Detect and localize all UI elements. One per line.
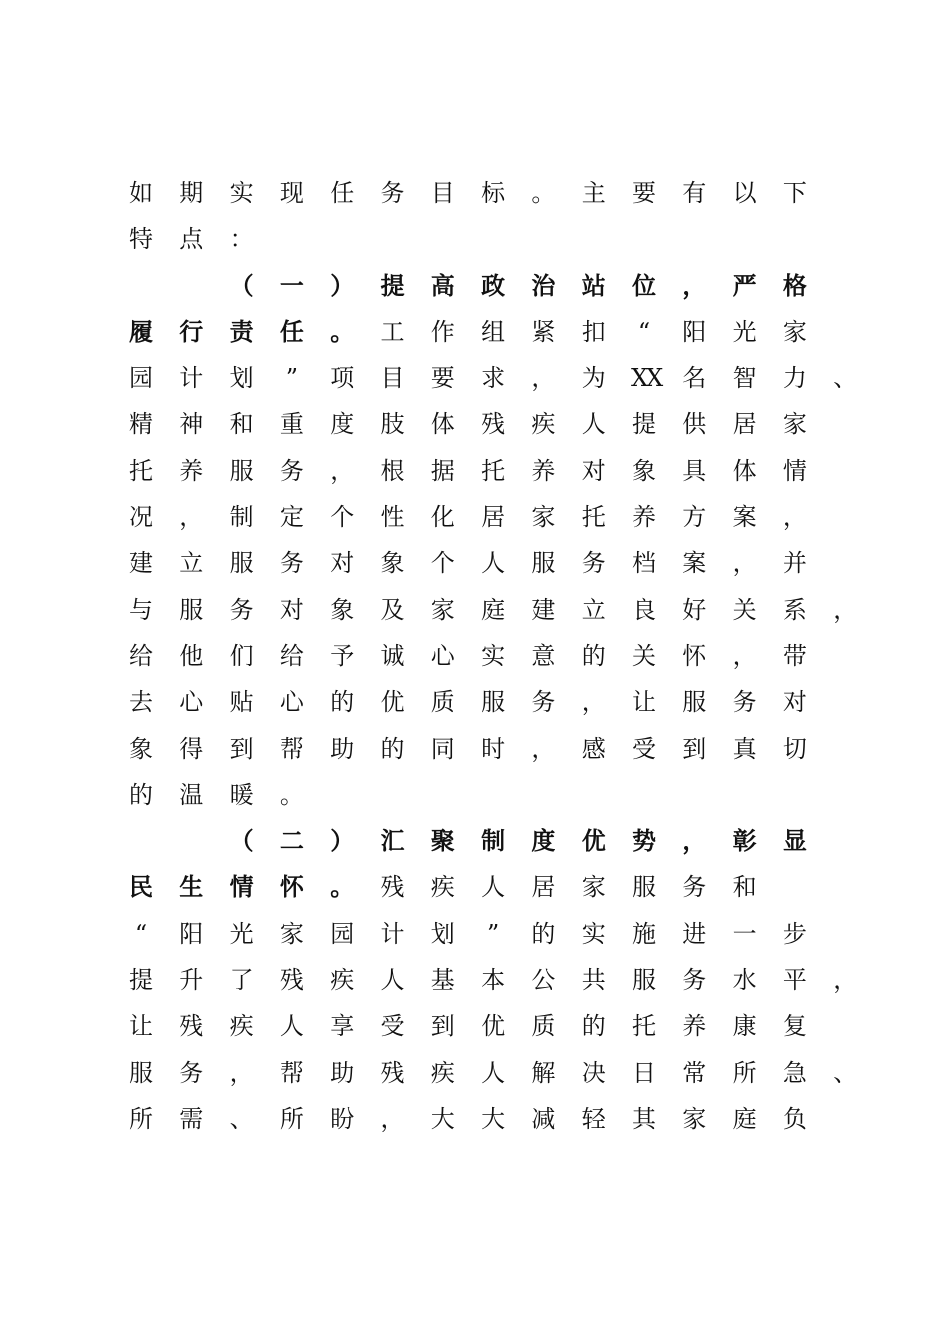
text-char: 扣 [581, 317, 606, 346]
text-char: 为 [581, 364, 606, 393]
text-char: 建 [129, 549, 153, 578]
text-char: 据 [430, 456, 455, 485]
text-char: 实 [481, 641, 506, 670]
text-char: 体 [732, 456, 757, 485]
text-char: 进 [682, 919, 707, 948]
text-char: 到 [682, 734, 707, 763]
text-char: 象 [380, 549, 405, 578]
text-char: 制 [229, 503, 254, 532]
text-char: 居 [531, 873, 556, 902]
text-char: 养 [632, 503, 656, 532]
text-char: 需 [179, 1104, 204, 1133]
text-char: 。 [531, 179, 556, 207]
text-char: 园 [129, 364, 153, 393]
text-char: 阳 [682, 317, 707, 346]
text-char: 力 [782, 364, 807, 393]
text-char: 案 [682, 549, 707, 578]
text-char: 人 [481, 873, 506, 902]
text-char: ， [833, 595, 858, 624]
text-char: ， [380, 1104, 405, 1133]
text-char: 急 [782, 1058, 807, 1087]
text-char: 疾 [430, 1058, 455, 1087]
text-char: ， [682, 826, 707, 856]
text-char: 家 [279, 919, 304, 948]
text-char: 受 [632, 734, 656, 763]
text-char: 并 [782, 549, 807, 578]
text-char: 以 [732, 179, 757, 207]
text-char: ， [581, 688, 606, 717]
text-char: 关 [732, 595, 757, 624]
text-char: 对 [279, 595, 304, 624]
text-char: 档 [632, 549, 656, 578]
text-char: 服 [632, 966, 656, 995]
text-char: 情 [229, 872, 254, 902]
text-char: 对 [782, 688, 807, 717]
text-char: 智 [732, 364, 757, 393]
text-line [128, 1096, 868, 1142]
text-line [128, 263, 868, 309]
text-char: 家 [782, 410, 807, 439]
text-char: 优 [380, 688, 405, 717]
text-char: ， [782, 503, 807, 532]
text-char: 行 [179, 316, 204, 346]
text-char: 所 [732, 1058, 757, 1087]
text-line [128, 818, 868, 864]
text-char: 实 [229, 179, 254, 207]
text-char: 养 [531, 456, 556, 485]
text-char: ” [285, 364, 299, 393]
text-char: （ [229, 270, 254, 300]
text-char: 养 [179, 456, 204, 485]
text-char: 责 [229, 316, 254, 346]
text-char: 、 [833, 1058, 858, 1087]
text-char: 提 [129, 966, 153, 995]
text-char: 二 [279, 826, 304, 856]
text-char: 人 [279, 1012, 304, 1041]
text-char: 服 [632, 873, 656, 902]
text-char: 精 [129, 410, 153, 439]
text-char: 阳 [179, 919, 204, 948]
text-char: 诚 [380, 641, 405, 670]
text-char: 一 [732, 919, 757, 948]
text-char: 决 [581, 1058, 606, 1087]
text-char: 势 [632, 826, 656, 856]
text-char: 任 [279, 316, 304, 346]
text-char: 的 [531, 919, 556, 948]
text-char: 服 [229, 549, 254, 578]
text-char: 方 [682, 503, 707, 532]
text-char: 居 [481, 503, 506, 532]
text-char: 人 [481, 1058, 506, 1087]
text-char: 重 [279, 410, 304, 439]
text-char: 具 [682, 456, 707, 485]
text-char: ： [229, 225, 254, 254]
text-char: 定 [279, 503, 304, 532]
text-char: ， [330, 456, 355, 485]
text-line [128, 1003, 868, 1049]
text-char: 同 [430, 734, 455, 763]
text-char: 本 [481, 966, 506, 995]
text-line [128, 355, 868, 401]
text-char: ， [682, 270, 707, 300]
text-char: ） [330, 826, 355, 856]
text-char: 名 [682, 364, 707, 393]
text-char: 的 [330, 688, 355, 717]
text-char: 享 [330, 1012, 355, 1041]
text-char: 对 [330, 549, 355, 578]
text-char: 服 [531, 549, 556, 578]
text-char: 服 [179, 595, 204, 624]
text-char: 园 [330, 919, 355, 948]
text-char: 们 [229, 641, 254, 670]
text-char: 公 [531, 966, 556, 995]
text-line [128, 679, 868, 725]
text-char: 务 [279, 456, 304, 485]
text-char: 目 [430, 179, 455, 207]
text-char: 平 [782, 966, 807, 995]
text-line [128, 864, 868, 910]
text-char: 。 [279, 780, 304, 809]
text-char: 紧 [531, 317, 556, 346]
text-char: 个 [330, 503, 355, 532]
text-char: 立 [581, 595, 606, 624]
text-char: 所 [279, 1104, 304, 1133]
text-char: 康 [732, 1012, 757, 1041]
text-char: 贴 [229, 688, 254, 717]
text-line [128, 448, 868, 494]
text-char: 务 [229, 595, 254, 624]
text-char: 案 [732, 503, 757, 532]
text-char: 度 [330, 410, 355, 439]
text-char: 家 [782, 317, 807, 346]
text-char: 残 [279, 966, 304, 995]
text-char: 光 [229, 919, 254, 948]
text-char: 务 [732, 688, 757, 717]
text-char: 盼 [330, 1104, 355, 1133]
text-char: 工 [380, 317, 405, 346]
text-char: 生 [179, 872, 204, 902]
text-char: 根 [380, 456, 405, 485]
text-char: 大 [430, 1104, 455, 1133]
text-char: 务 [179, 1058, 204, 1087]
text-line [128, 957, 868, 1003]
text-char: 象 [330, 595, 355, 624]
text-char: 况 [129, 503, 153, 532]
text-char: 其 [632, 1104, 656, 1133]
text-char: 及 [380, 595, 405, 624]
text-char: 标 [481, 179, 506, 207]
text-char: “ [134, 919, 148, 948]
text-char: 任 [330, 179, 355, 207]
text-char: 人 [380, 966, 405, 995]
text-char: 疾 [430, 873, 455, 902]
text-char: ， [531, 364, 556, 393]
text-char: 他 [179, 641, 204, 670]
text-char: 建 [531, 595, 556, 624]
text-char: 残 [179, 1012, 204, 1041]
text-char: 疾 [531, 410, 556, 439]
text-char: 要 [632, 179, 656, 207]
text-char: 的 [581, 641, 606, 670]
text-char: 水 [732, 966, 757, 995]
text-char: 人 [581, 410, 606, 439]
text-char: 高 [430, 270, 455, 300]
text-char: 怀 [279, 872, 304, 902]
text-char: 立 [179, 549, 204, 578]
text-char: 共 [581, 966, 606, 995]
text-char: 服 [481, 688, 506, 717]
text-char: 治 [531, 270, 556, 300]
text-line [128, 401, 868, 447]
text-char: 带 [782, 641, 807, 670]
text-char: 格 [782, 270, 807, 300]
text-char: 肢 [380, 410, 405, 439]
text-char: 务 [531, 688, 556, 717]
text-char: 常 [682, 1058, 707, 1087]
text-char: 如 [129, 179, 153, 207]
text-char: 轻 [581, 1104, 606, 1133]
text-char: 养 [682, 1012, 707, 1041]
text-char: 优 [481, 1012, 506, 1041]
text-char: 切 [782, 734, 807, 763]
text-char: 。 [330, 316, 355, 346]
text-char: 大 [481, 1104, 506, 1133]
text-char: ” [486, 919, 500, 948]
text-char: 要 [430, 364, 455, 393]
text-char: XX [631, 364, 662, 393]
text-char: 站 [581, 270, 606, 300]
text-char: 度 [531, 826, 556, 856]
text-char: 、 [229, 1104, 254, 1133]
text-char: 主 [581, 179, 606, 207]
text-char: 减 [531, 1104, 556, 1133]
text-char: 良 [632, 595, 656, 624]
text-char: 期 [179, 179, 204, 207]
text-char: ， [732, 549, 757, 578]
text-char: 象 [129, 734, 153, 763]
text-line [128, 216, 868, 262]
text-char: 步 [782, 919, 807, 948]
text-char: 帮 [279, 1058, 304, 1087]
text-char: 聚 [430, 826, 455, 856]
text-char: 让 [632, 688, 656, 717]
text-char: 务 [279, 549, 304, 578]
text-char: 划 [229, 364, 254, 393]
text-char: 务 [581, 549, 606, 578]
text-line [128, 911, 868, 957]
text-char: ， [833, 966, 858, 995]
text-line [128, 726, 868, 772]
text-char: 和 [229, 410, 254, 439]
text-char: 的 [129, 780, 153, 809]
text-char: 象 [632, 456, 656, 485]
text-char: 残 [481, 410, 506, 439]
text-char: 让 [129, 1012, 153, 1041]
text-line [128, 587, 868, 633]
text-char: 了 [229, 966, 254, 995]
text-char: 暖 [229, 780, 254, 809]
text-char: 、 [833, 364, 858, 393]
text-char: ， [531, 734, 556, 763]
text-char: 到 [430, 1012, 455, 1041]
text-char: ， [732, 641, 757, 670]
text-char: 给 [129, 641, 153, 670]
text-char: 个 [430, 549, 455, 578]
text-char: 质 [531, 1012, 556, 1041]
text-char: 去 [129, 688, 153, 717]
text-char: 升 [179, 966, 204, 995]
text-char: 服 [682, 688, 707, 717]
text-char: 助 [330, 1058, 355, 1087]
text-char: 托 [129, 456, 153, 485]
text-char: 神 [179, 410, 204, 439]
text-char: 托 [481, 456, 506, 485]
text-char: 人 [481, 549, 506, 578]
text-char: 家 [430, 595, 455, 624]
text-char: 心 [179, 688, 204, 717]
text-char: 予 [330, 641, 355, 670]
text-char: 系 [782, 595, 807, 624]
text-char: 服 [229, 456, 254, 485]
text-char: 供 [682, 410, 707, 439]
text-char: 受 [380, 1012, 405, 1041]
text-char: 体 [430, 410, 455, 439]
text-char: 负 [782, 1104, 807, 1133]
text-char: 施 [632, 919, 656, 948]
text-char: 的 [581, 1012, 606, 1041]
text-char: 显 [782, 826, 807, 856]
text-char: ， [229, 1058, 254, 1087]
text-char: 性 [380, 503, 405, 532]
text-char: 有 [682, 179, 707, 207]
text-char: 政 [481, 270, 506, 300]
text-char: 残 [380, 1058, 405, 1087]
text-line [128, 170, 868, 216]
text-char: 心 [279, 688, 304, 717]
text-line [128, 494, 868, 540]
text-char: 目 [380, 364, 405, 393]
text-char: 下 [782, 179, 807, 207]
text-char: 的 [380, 734, 405, 763]
text-char: 时 [481, 734, 506, 763]
text-char: 。 [330, 872, 355, 902]
text-char: 务 [380, 179, 405, 207]
text-char: 务 [682, 873, 707, 902]
text-char: 民 [129, 872, 153, 902]
text-char: 项 [330, 364, 355, 393]
text-char: 托 [632, 1012, 656, 1041]
text-char: 现 [279, 179, 304, 207]
text-char: 求 [481, 364, 506, 393]
text-char: 日 [632, 1058, 656, 1087]
text-char: 温 [179, 780, 204, 809]
text-char: 家 [531, 503, 556, 532]
text-char: ， [179, 503, 204, 532]
text-char: 复 [782, 1012, 807, 1041]
text-char: 真 [732, 734, 757, 763]
text-char: 计 [380, 919, 405, 948]
text-char: 感 [581, 734, 606, 763]
text-char: 化 [430, 503, 455, 532]
text-char: 得 [179, 734, 204, 763]
text-char: 作 [430, 317, 455, 346]
text-char: 意 [531, 641, 556, 670]
text-char: 居 [732, 410, 757, 439]
text-line [128, 633, 868, 679]
text-line [128, 772, 868, 818]
text-char: 所 [129, 1104, 153, 1133]
text-char: 情 [782, 456, 807, 485]
text-char: 庭 [732, 1104, 757, 1133]
text-char: 解 [531, 1058, 556, 1087]
text-char: 关 [632, 641, 656, 670]
text-char: 点 [179, 225, 204, 254]
text-char: 疾 [330, 966, 355, 995]
text-char: 与 [129, 595, 153, 624]
text-line [128, 309, 868, 355]
text-char: 到 [229, 734, 254, 763]
text-char: 基 [430, 966, 455, 995]
text-char: 务 [682, 966, 707, 995]
text-char: 家 [581, 873, 606, 902]
text-char: 划 [430, 919, 455, 948]
text-char: 特 [129, 225, 153, 254]
text-char: 提 [380, 270, 405, 300]
text-char: 光 [732, 317, 757, 346]
text-char: 疾 [229, 1012, 254, 1041]
text-char: 彰 [732, 826, 757, 856]
text-char: 服 [129, 1058, 153, 1087]
text-char: 心 [430, 641, 455, 670]
text-char: 位 [632, 270, 656, 300]
text-char: 庭 [481, 595, 506, 624]
text-char: 给 [279, 641, 304, 670]
text-char: 一 [279, 270, 304, 300]
text-char: 计 [179, 364, 204, 393]
text-char: 助 [330, 734, 355, 763]
text-char: 家 [682, 1104, 707, 1133]
body-text [128, 170, 868, 1142]
text-char: 怀 [682, 641, 707, 670]
text-char: 实 [581, 919, 606, 948]
text-char: 对 [581, 456, 606, 485]
text-char: 严 [732, 270, 757, 300]
text-line [128, 540, 868, 586]
text-char: 组 [481, 317, 506, 346]
text-line [128, 1050, 868, 1096]
text-char: （ [229, 826, 254, 856]
text-char: 托 [581, 503, 606, 532]
text-char: “ [637, 317, 651, 346]
text-char: 汇 [380, 826, 405, 856]
text-char: 制 [481, 826, 506, 856]
text-char: 优 [581, 826, 606, 856]
text-char: 质 [430, 688, 455, 717]
text-char: 履 [129, 316, 153, 346]
text-char: 帮 [279, 734, 304, 763]
text-char: 好 [682, 595, 707, 624]
text-char: ） [330, 270, 355, 300]
text-char: 和 [732, 873, 757, 902]
text-char: 提 [632, 410, 656, 439]
text-char: 残 [380, 873, 405, 902]
